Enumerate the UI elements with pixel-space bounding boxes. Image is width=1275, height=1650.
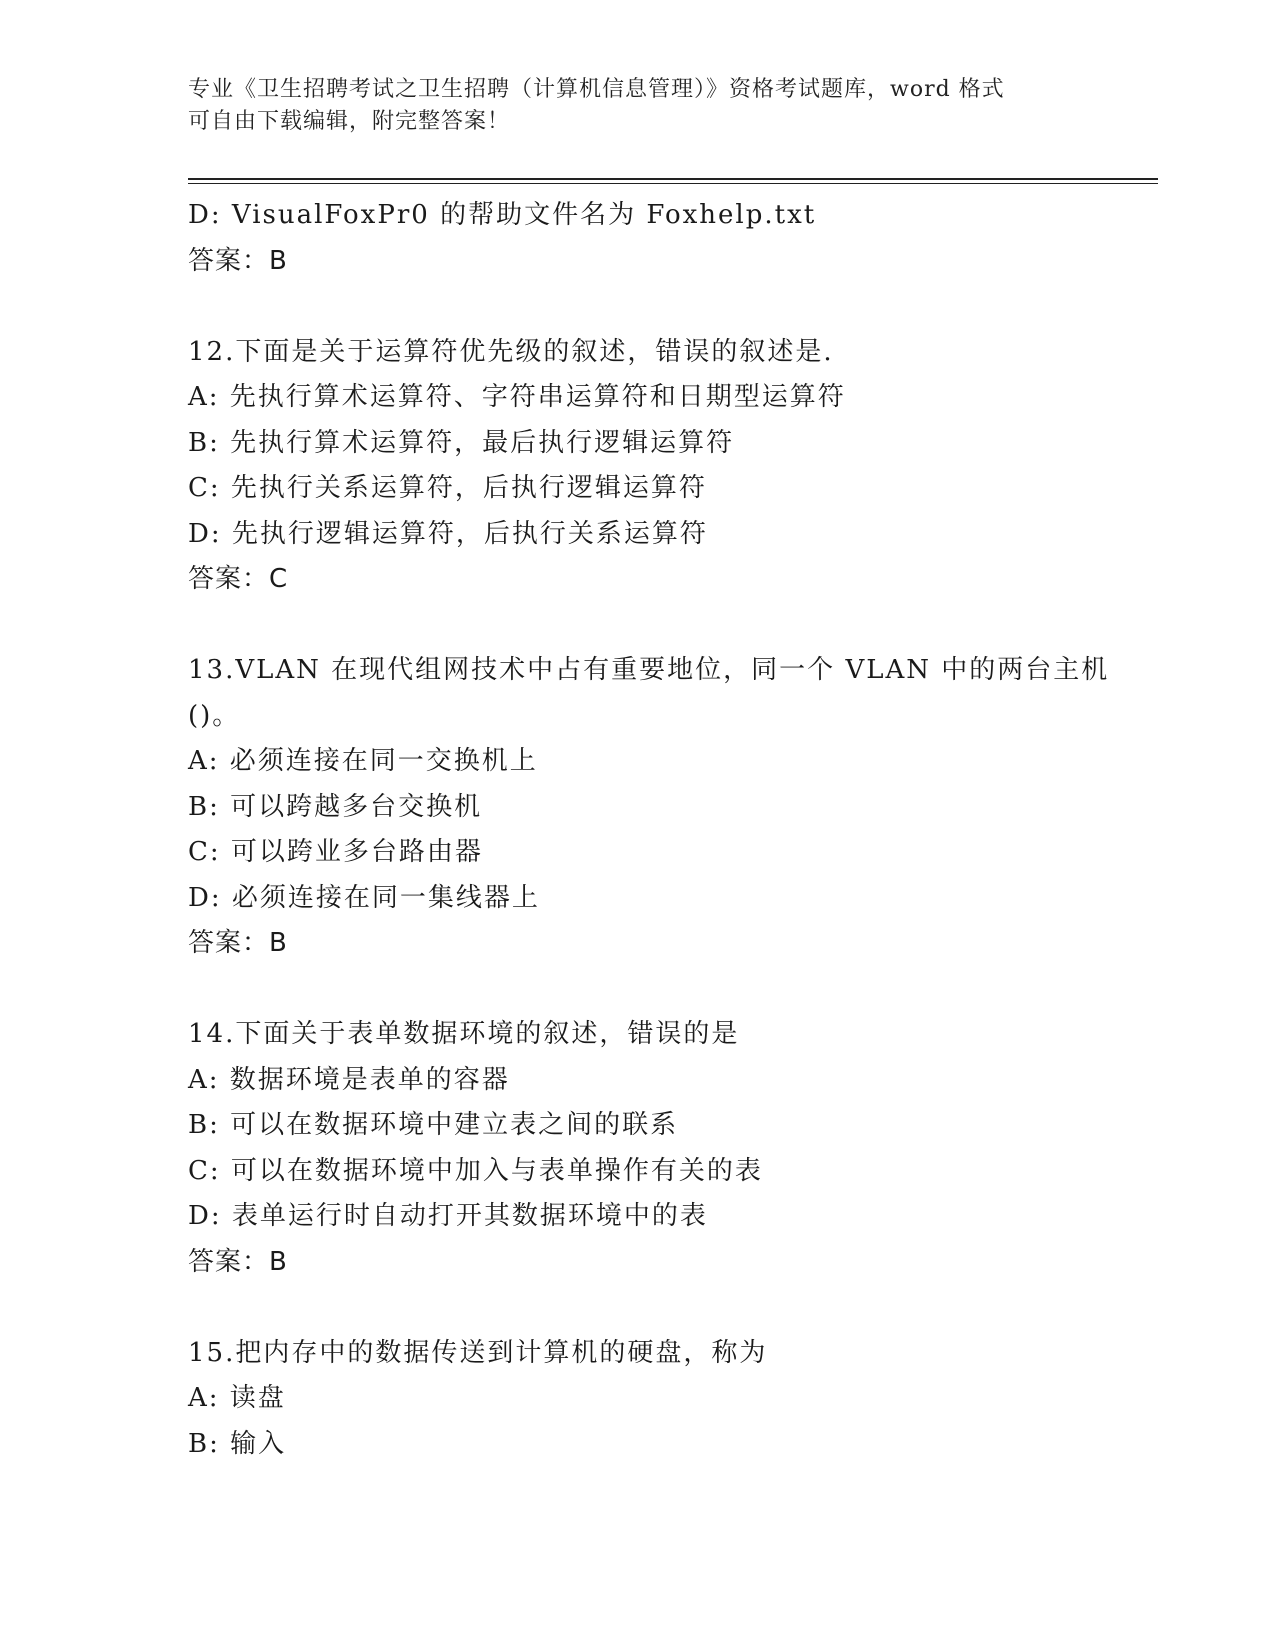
answer: 答案：C — [188, 564, 289, 594]
answer: 答案：B — [188, 245, 288, 276]
document-header — [188, 74, 1068, 138]
option-a: A: 读盘 — [188, 1383, 286, 1413]
option-d: D: 表单运行时自动打开其数据环境中的表 — [188, 1201, 708, 1231]
answer: 答案：B — [188, 1246, 288, 1277]
question-13 — [188, 648, 1148, 967]
question-list — [188, 193, 1148, 1467]
option-c: C: 先执行关系运算符，后执行逻辑运算符 — [188, 473, 707, 503]
option-d: D: 先执行逻辑运算符，后执行关系运算符 — [188, 518, 708, 549]
spacer — [188, 284, 1148, 330]
option-a: A: 必须连接在同一交换机上 — [188, 746, 538, 776]
question-14 — [188, 1012, 1148, 1285]
question-text: 15.把内存中的数据传送到计算机的硬盘，称为 — [188, 1337, 768, 1368]
question-text: 12.下面是关于运算符优先级的叙述，错误的叙述是. — [188, 336, 834, 367]
header-line-2: 可自由下载编辑，附完整答案！ — [188, 109, 511, 134]
question-12 — [188, 330, 1148, 603]
question-text-continued: ()。 — [188, 700, 241, 731]
header-divider-thin — [188, 183, 1158, 184]
question-text: 13.VLAN 在现代组网技术中占有重要地位，同一个 VLAN 中的两台主机 — [188, 655, 1110, 685]
option-d: D: 必须连接在同一集线器上 — [188, 882, 540, 913]
option-b: B: 先执行算术运算符，最后执行逻辑运算符 — [188, 427, 735, 458]
option-b: B: 可以在数据环境中建立表之间的联系 — [188, 1110, 679, 1140]
option-a: A: 先执行算术运算符、字符串运算符和日期型运算符 — [188, 382, 846, 412]
option-b: B: 可以跨越多台交换机 — [188, 791, 483, 822]
spacer — [188, 1285, 1148, 1331]
option-a: A: 数据环境是表单的容器 — [188, 1064, 510, 1095]
option-c: C: 可以跨业多台路由器 — [188, 837, 483, 867]
question-11-tail — [188, 193, 1148, 284]
header-line-1: 专业《卫生招聘考试之卫生招聘（计算机信息管理）》资格考试题库，word 格式 — [188, 77, 1005, 102]
answer: 答案：B — [188, 928, 288, 958]
option-c: C: 可以在数据环境中加入与表单操作有关的表 — [188, 1155, 763, 1186]
header-divider-thick — [188, 178, 1158, 180]
question-15 — [188, 1331, 1148, 1468]
spacer — [188, 603, 1148, 649]
option-d: D: VisualFoxPr0 的帮助文件名为 Foxhelp.txt — [188, 200, 817, 230]
option-b: B: 输入 — [188, 1428, 287, 1459]
question-text: 14.下面关于表单数据环境的叙述，错误的是 — [188, 1019, 740, 1049]
spacer — [188, 967, 1148, 1013]
